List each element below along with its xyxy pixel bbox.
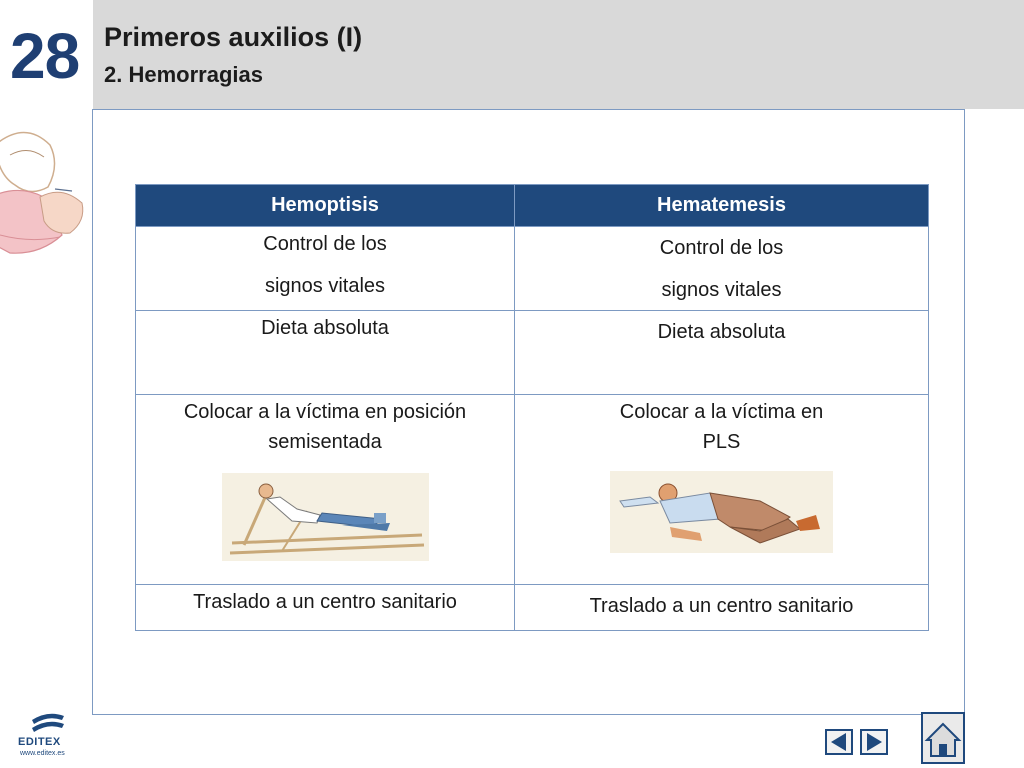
first-aid-illustration [0, 125, 90, 265]
unit-number: 28 [10, 20, 80, 92]
page-title: Primeros auxilios (I) [104, 22, 363, 52]
editex-logo-icon [28, 708, 68, 738]
column-header-hematemesis: Hematemesis [515, 185, 929, 227]
cell-position-hematemesis [515, 395, 929, 585]
column-header-hemoptisis: Hemoptisis [136, 185, 515, 227]
cell-vitals-hematemesis [515, 227, 929, 311]
table-row [136, 585, 929, 631]
recovery-position-illustration [610, 471, 833, 553]
table-row [136, 227, 929, 311]
comparison-table [135, 184, 929, 631]
table-row [136, 311, 929, 395]
previous-slide-button[interactable] [825, 729, 853, 755]
home-button[interactable] [921, 712, 965, 764]
header [0, 0, 1024, 109]
triangle-left-icon [827, 731, 851, 753]
cell-text: Colocar a la víctima en [619, 401, 824, 423]
cell-text: PLS [702, 431, 741, 453]
logo-name: EDITEX [18, 736, 61, 748]
table-row [136, 395, 929, 585]
next-slide-button[interactable] [860, 729, 888, 755]
semi-seated-position-illustration [222, 473, 429, 561]
cell-diet-hematemesis: Dieta absoluta [515, 311, 929, 395]
page-subtitle: 2. Hemorragias [104, 62, 263, 87]
cell-transfer-hematemesis: Traslado a un centro sanitario [515, 585, 929, 631]
table-header-row [136, 185, 929, 227]
cell-text: signos vitales [661, 279, 782, 301]
cell-vitals-hemoptisis [136, 227, 515, 311]
logo-url: www.editex.es [20, 750, 65, 757]
cell-text: Control de los [659, 237, 784, 259]
home-icon [923, 714, 963, 762]
cell-diet-hemoptisis: Dieta absoluta [136, 311, 515, 395]
title-band [93, 0, 1024, 109]
cell-text: signos vitales [264, 275, 386, 297]
cell-transfer-hemoptisis: Traslado a un centro sanitario [136, 585, 515, 631]
cell-text: semisentada [268, 431, 382, 453]
cell-position-hemoptisis [136, 395, 515, 585]
triangle-right-icon [862, 731, 886, 753]
editex-logo [14, 706, 78, 760]
cell-text: Colocar a la víctima en posición [183, 401, 467, 423]
cell-text: Control de los [263, 233, 387, 255]
